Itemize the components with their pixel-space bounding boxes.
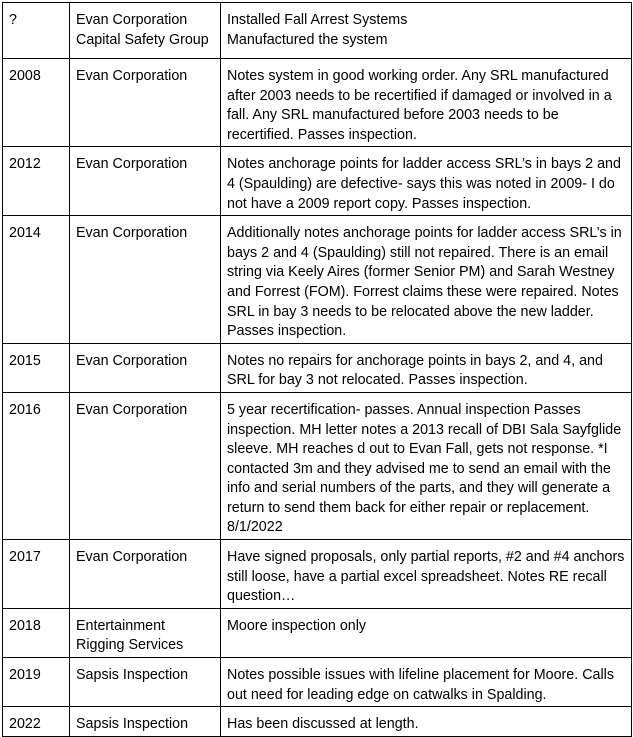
inspection-history-table: [2, 2, 632, 737]
company-cell: Evan Corporation Capital Safety Group: [70, 3, 221, 59]
company-cell: Sapsis Inspection: [70, 658, 221, 707]
year-cell: 2008: [3, 59, 70, 147]
year-cell: 2019: [3, 658, 70, 707]
company-cell: Sapsis Inspection: [70, 707, 221, 737]
notes-cell: Notes possible issues with lifeline placement for Moore. Calls out need for leading edge on catwalks in Spalding.: [221, 658, 632, 707]
notes-cell: Installed Fall Arrest Systems Manufactured the system: [221, 3, 632, 59]
notes-cell: Notes anchorage points for ladder access SRL’s in bays 2 and 4 (Spaulding) are defective- says this was noted in 2009- I do not have a 2009 report copy. Passes inspection.: [221, 147, 632, 216]
year-cell: 2016: [3, 392, 70, 539]
table-row: [3, 608, 632, 657]
table-body: [3, 3, 632, 737]
notes-cell: Additionally notes anchorage points for ladder access SRL’s in bays 2 and 4 (Spaulding) still not repaired. There is an email string via Keely Aires (former Senior PM) and Sarah Westney and Forrest (FOM). Forrest claims these were repaired. Notes SRL in bay 3 needs to be relocated above the new ladder. Passes inspection.: [221, 216, 632, 344]
notes-cell: Have signed proposals, only partial reports, #2 and #4 anchors still loose, have a partial excel spreadsheet. Notes RE recall question…: [221, 540, 632, 609]
year-cell: 2018: [3, 608, 70, 657]
table-row: [3, 540, 632, 609]
table-row: [3, 147, 632, 216]
table-row: [3, 3, 632, 59]
year-cell: 2015: [3, 343, 70, 392]
year-cell: 2017: [3, 540, 70, 609]
company-cell: Evan Corporation: [70, 147, 221, 216]
company-cell: Entertainment Rigging Services: [70, 608, 221, 657]
table-row: [3, 59, 632, 147]
company-cell: Evan Corporation: [70, 216, 221, 344]
company-cell: Evan Corporation: [70, 59, 221, 147]
year-cell: 2012: [3, 147, 70, 216]
year-cell: ?: [3, 3, 70, 59]
notes-cell: 5 year recertification- passes. Annual inspection Passes inspection. MH letter notes a 2013 recall of DBI Sala Sayfglide sleeve. MH reaches d out to Evan Fall, gets not response. *I contacted 3m and they advised me to send an email with the info and serial numbers of the parts, and they will generate a return to send them back for either repair or replacement. 8/1/2022: [221, 392, 632, 539]
notes-cell: Moore inspection only: [221, 608, 632, 657]
company-cell: Evan Corporation: [70, 343, 221, 392]
year-cell: 2022: [3, 707, 70, 737]
table-row: [3, 707, 632, 737]
table-row: [3, 392, 632, 539]
year-cell: 2014: [3, 216, 70, 344]
notes-cell: Has been discussed at length.: [221, 707, 632, 737]
notes-cell: Notes system in good working order. Any SRL manufactured after 2003 needs to be recertified if damaged or involved in a fall. Any SRL manufactured before 2003 needs to be recertified. Passes inspection.: [221, 59, 632, 147]
table-row: [3, 216, 632, 344]
table-row: [3, 343, 632, 392]
notes-cell: Notes no repairs for anchorage points in bays 2, and 4, and SRL for bay 3 not relocated. Passes inspection.: [221, 343, 632, 392]
company-cell: Evan Corporation: [70, 540, 221, 609]
company-cell: Evan Corporation: [70, 392, 221, 539]
